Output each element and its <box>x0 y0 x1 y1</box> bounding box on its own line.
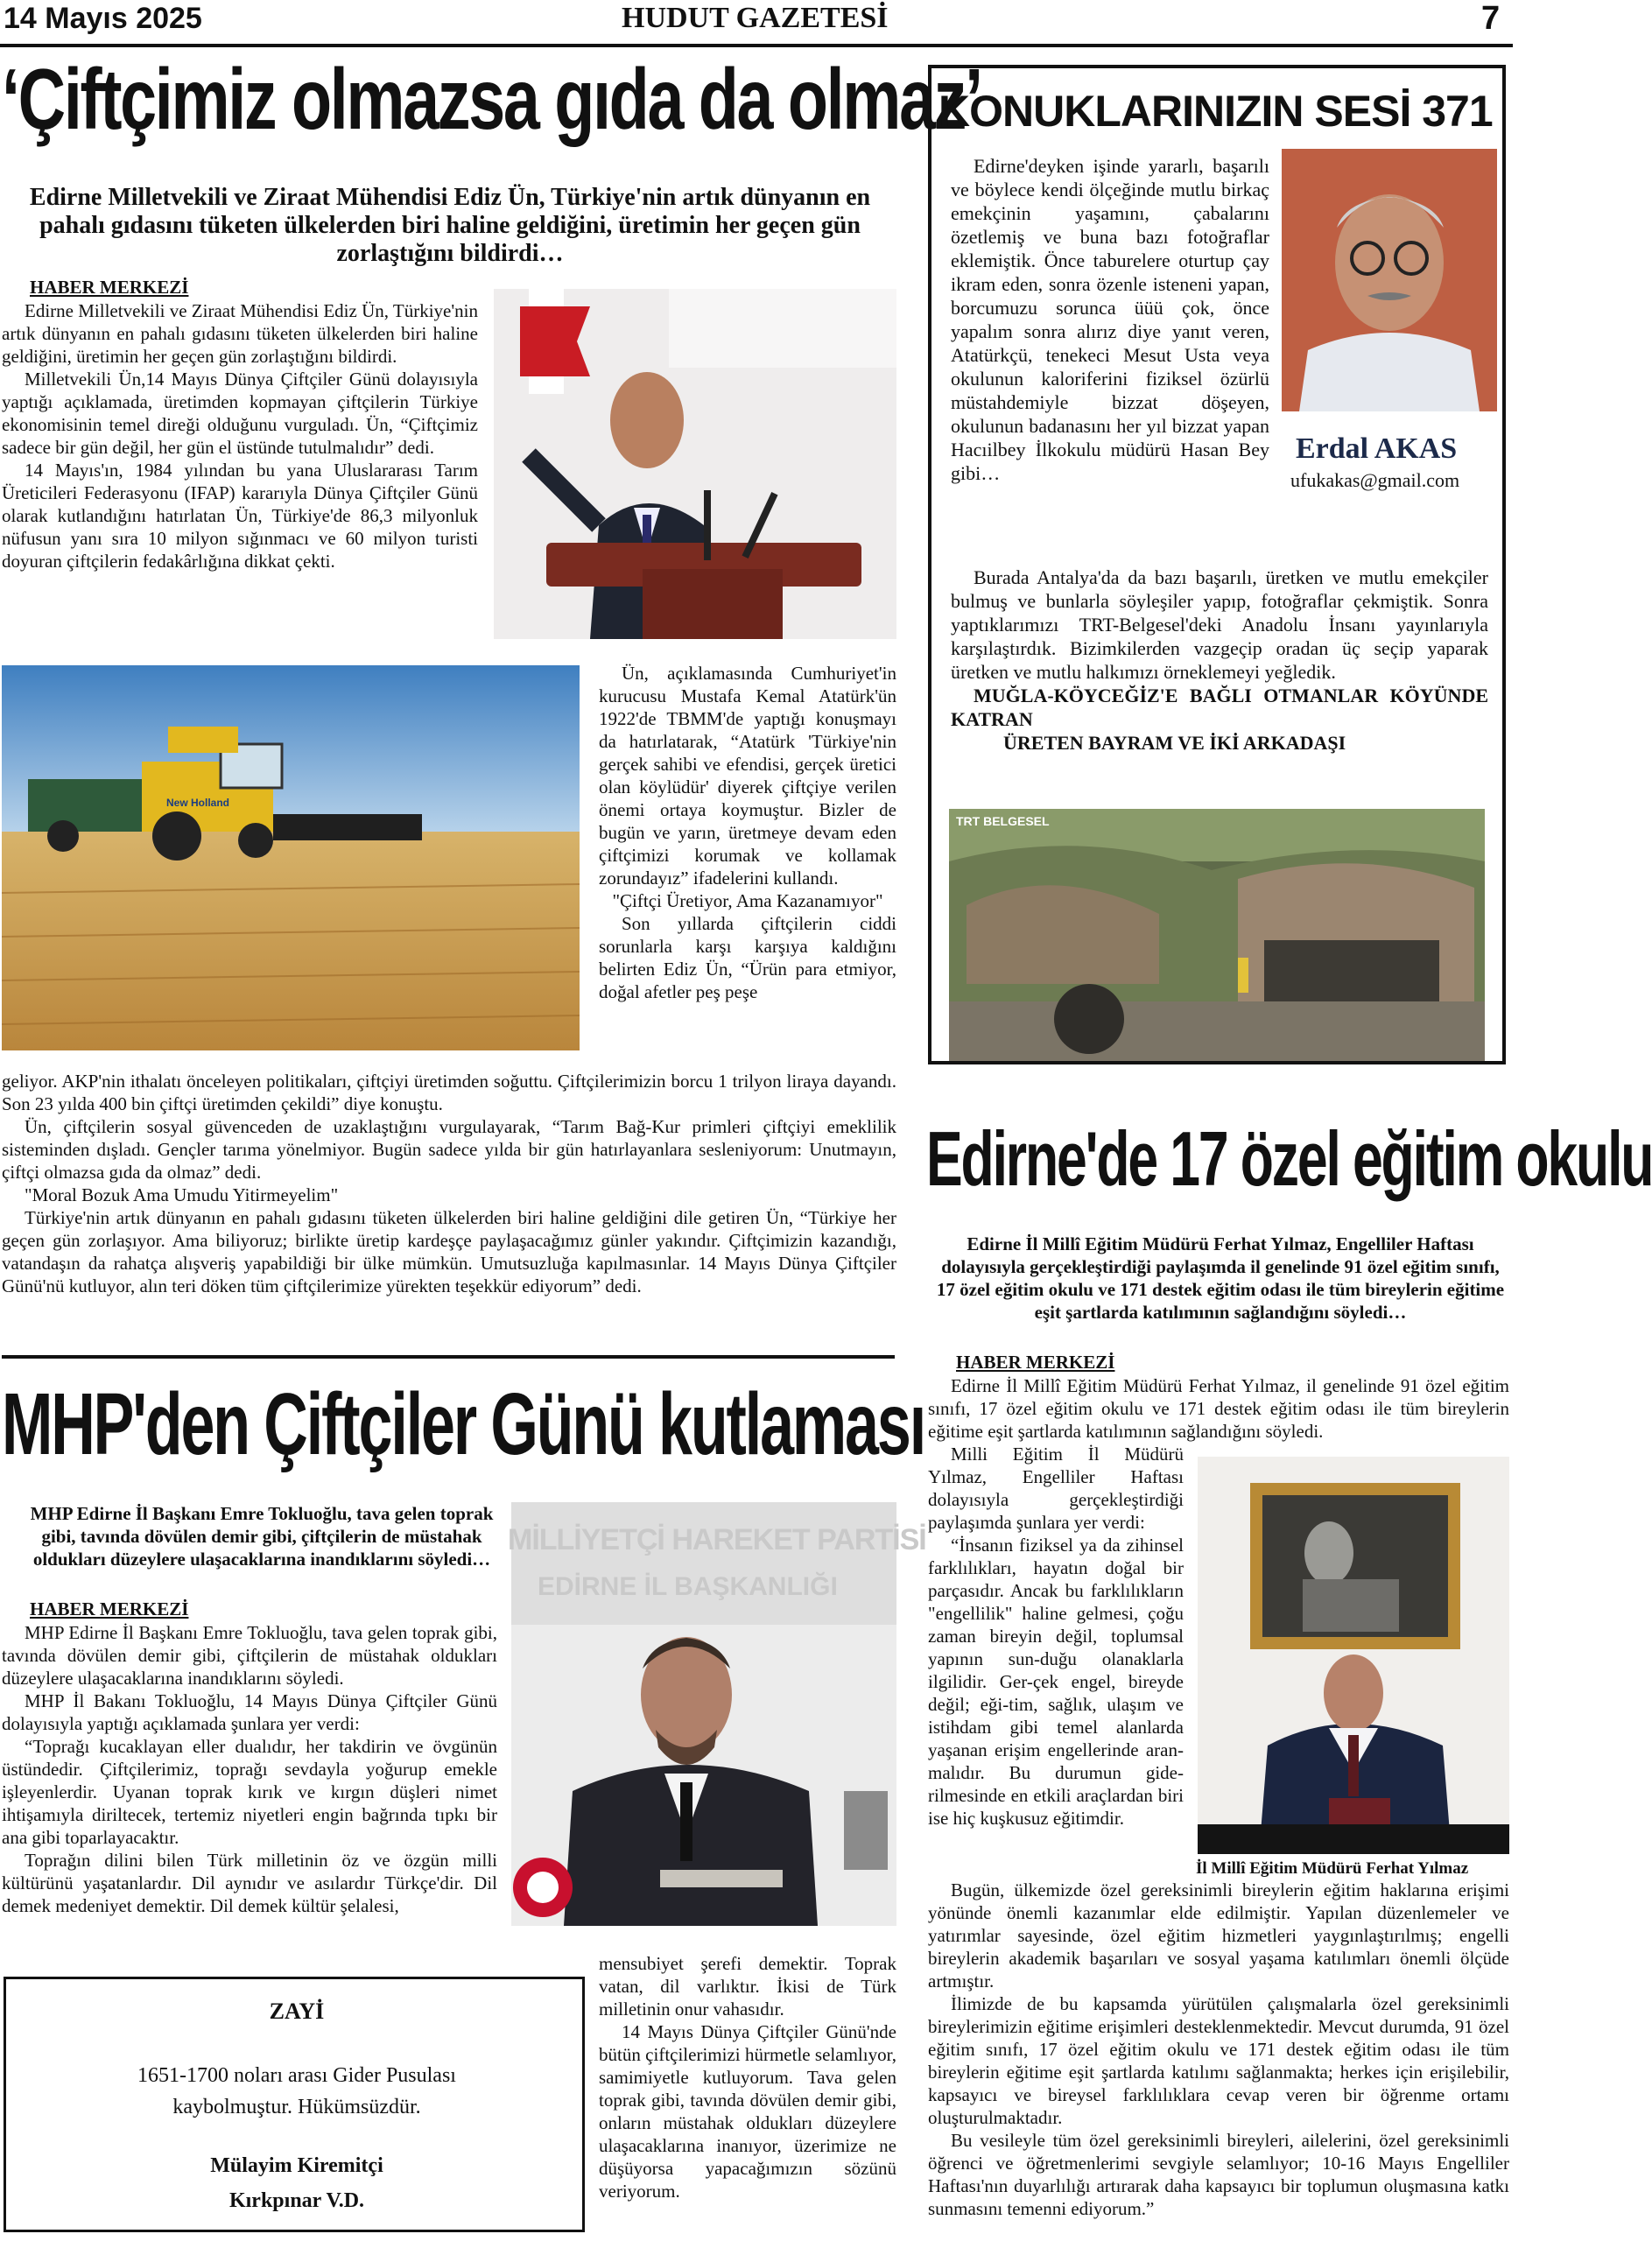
ad-name: Mülayim Kiremitçi <box>210 2154 383 2177</box>
column-author-name: Erdal AKAS <box>1296 432 1458 465</box>
column-author-photo <box>1282 149 1497 411</box>
a3-paragraph: MHP Edirne İl Başkanı Emre Tokluoğlu, tava gelen toprak gibi, tavında dövülen demir gibi, çiftçilerin de müstahak oldukları düzeylere ulaşacaklarına inandıklarını söyledi. <box>2 1622 497 1689</box>
masthead-rule <box>0 44 1513 47</box>
a2-paragraph: Bu vesileyle tüm özel gereksinimli bireyleri, ailelerini, özel gereksinimli öğrenci ve öğretmenlerimi sevgiyle selamlıyor; 10-16 Mayıs Engelliler Haftası'nın duyarlılığı artırarak daha kapsayıcı bir toplumun oluşmasına katkı sunmasını temenni ediyorum.” <box>928 2130 1509 2219</box>
a1-deck: Edirne Milletvekili ve Ziraat Mühendisi Ediz Ün, Türkiye'nin artık dünyanın en pahalı gıdasını tüketen ülkelerden biri haline geldiğini, üretimin her geçen gün zorlaştığını bildirdi… <box>29 184 871 267</box>
column-subhead: ÜRETEN BAYRAM VE İKİ ARKADAŞI <box>1003 732 1346 754</box>
a3-paragraph: “Toprağı kucaklayan eller dualıdır, her takdirin ve övgünün üstündedir. Çiftçilerimiz, toprağı sevdayla yoğurup emekle işleyenlerdir. Uyanan toprak kırık ve kırgın düşleri nimet ihtişamıyla diriltecek, tertemiz niyetleri engin bağrında tıpkı bir ana gibi toparlayacaktır. <box>2 1736 497 1848</box>
a2-text-left <box>928 1443 1184 1830</box>
column-title: KONUKLARINIZIN SESİ 371 <box>938 87 1493 136</box>
a1-subhead: "Moral Bozuk Ama Umudu Yitirmeyelim" <box>25 1184 339 1205</box>
a1-harvester-photo <box>2 665 580 1050</box>
mhp-banner-office: EDİRNE İL BAŞKANLIĞI <box>538 1572 838 1601</box>
trt-watermark: TRT BELGESEL <box>956 814 1050 828</box>
masthead-page-number: 7 <box>1481 0 1501 37</box>
a2-paragraph: Bugün, ülkemizde özel gereksinimli bireylerin eğitim haklarına erişimi yönünde önemli kazanımlar elde edilmiştir. Yapılan düzenlemeler ve yatırımlar sayesinde, özel eğitim hizmetleri yaygınlaştırılmış; engelli bireylerin akademik başarıları ve sosyal yaşama katılımları önemli ölçüde artmıştır. <box>928 1879 1509 1992</box>
a1-paragraph: Türkiye'nin artık dünyanın en pahalı gıdasını tüketen ülkelerden biri haline geldiğini dile getiren Ün, “Türkiye her geçen gün zorlaşıyor. Ama biliyoruz; birlikte üretip kardeşçe paylaşacağımız günler yakındır. Çiftçimizin kazandığı, vatandaşın da rahatça alışveriş yapabildiği bir ülke mümkün. Umutsuzluğa kapılmasınlar. 14 Mayıs Dünya Çiftçiler Günü'nü kutluyor, alın teri döken tüm çiftçilerimize yürekten teşekkür ediyorum” dedi. <box>2 1207 896 1296</box>
column-paragraph: Edirne'deyken işinde yararlı, başarılı ve böylece kendi ölçeğinde mutlu birkaç emekçinin yaşamını, çabalarını özetlemiş ve buna bazı fotoğraflar eklemiştik. Önce taburelere oturtup çay ikram eden, sonra özenle isteneni yapan, borcumuzu sorunca üüü çok, önce yapalım sonra alırız diye yanıt veren, Atatürkçü, tenekeci Mesut Usta veya okulunun kaloriferini fiziksel özürlü müstahdemiyle bizzat döşeyen, okulunun badanasını her yıl bizzat yapan Hacıilbey İlkokulu müdürü Hasan Bey gibi… <box>951 155 1269 484</box>
a2-byline: HABER MERKEZİ <box>956 1352 1115 1373</box>
a3-paragraph: mensubiyet şerefi demektir. Toprak vatan, dil varlıktır. İkisi de Türk milletinin onur vahasıdır. <box>599 1953 896 2020</box>
a1-paragraph: Son yıllarda çiftçilerin ciddi sorunlarla karşı karşıya kaldığını belirten Ediz Ün, “Ürün para etmiyor, doğal afetler peş peşe <box>599 913 896 1002</box>
a3-text-right <box>599 1952 896 2202</box>
a2-headline: Edirne'de 17 özel eğitim okulu <box>926 1115 1652 1202</box>
a1-col-right <box>599 662 896 1003</box>
a2-director-photo <box>1198 1457 1509 1854</box>
ad-title: ZAYİ <box>269 1999 325 2024</box>
a1-parliament-photo <box>494 289 896 639</box>
column-paragraph: Burada Antalya'da da bazı başarılı, üretken ve mutlu emekçiler bulmuş ve bunlarla söyleşiler yapıp, fotoğraflar çekmiştik. Sonra yaptıklarımızı TRT-Belgesel'deki Anadolu İnsanı yayınlarıyla karşılaştırdık. Bizimkilerden vazgeçip oradan üç seçip yaparak üretken ve mutlu halkımızı örneklemeyi yeğledik. <box>951 566 1488 683</box>
a1-byline: HABER MERKEZİ <box>30 277 189 298</box>
a1-headline: ‘Çiftçimiz olmazsa gıda da olmaz’ <box>2 51 981 147</box>
a2-text-top <box>928 1374 1509 1443</box>
a1-subhead: "Çiftçi Üretiyor, Ama Kazanamıyor" <box>612 890 883 911</box>
a1-paragraph: 14 Mayıs'ın, 1984 yılından bu yana Uluslararası Tarım Üreticileri Federasyonu (IFAP) kararıyla Dünya Çiftçiler Günü olarak kutlandığını hatırlatan Ün, Türkiye'de 86,3 milyonluk nüfusun yanı sıra 10 milyon sığınmacı ve 60 milyon turisti doyuran çiftçilerin fedakârlığına dikkat çekti. <box>2 460 478 572</box>
lost-document-ad <box>4 1977 585 2232</box>
a1-paragraph: Edirne Milletvekili ve Ziraat Mühendisi Ediz Ün, Türkiye'nin artık dünyanın en pahalı gıdasını tüketen ülkelerden biri haline geldiğini, üretimin her geçen gün zorlaştığını bildirdi. <box>2 300 478 367</box>
column-text <box>951 566 1488 755</box>
a3-top-rule <box>2 1355 895 1359</box>
masthead-date: 14 Mayıs 2025 <box>4 2 202 35</box>
a1-paragraph: Ün, çiftçilerin sosyal güvenceden de uzaklaştığını vurgulayarak, “Tarım Bağ-Kur primleri çiftçiyi emeklilik sisteminden dışladı. Gençler tarıma yönelmiyor. Bugün sadece yılda bir gün hatırlayanlara sesleniyorum: Unutmayın, çiftçi olmazsa gıda da olmaz” dedi. <box>2 1116 896 1183</box>
a1-col-left <box>2 299 478 573</box>
masthead-paper-name: HUDUT GAZETESİ <box>622 2 889 34</box>
mhp-banner-party: MİLLİYETÇİ HAREKET PARTİSİ <box>508 1523 926 1556</box>
a2-paragraph: Milli Eğitim İl Müdürü Yılmaz, Engelliler Haftası dolayısıyla gerçekleştirdiği paylaşımda şunlara yer verdi: <box>928 1444 1184 1533</box>
ad-tax-office: Kırkpınar V.D. <box>228 2189 365 2212</box>
a3-paragraph: Toprağın dilini bilen Türk milletinin öz ve özgün milli kültürünü yaşatanlardır. Dil aynıdır ve asılardır Türkçe'dir. Dil demek medeniyet demektir. Dil demek kültür şelalesi, <box>2 1850 497 1916</box>
a3-mhp-photo <box>508 1502 926 1926</box>
a1-paragraph: geliyor. AKP'nin ithalatı önceleyen politikaları, çiftçiyi üretimden soğuttu. Çiftçilerimizin borcu 1 trilyon liraya dayandı. Son 23 yılda 400 bin çiftçi üretimden çekildi” diye konuştu. <box>2 1071 896 1114</box>
column-subhead: MUĞLA-KÖYCEĞİZ'E BAĞLI OTMANLAR KÖYÜNDE KATRAN <box>951 685 1488 730</box>
column-text-top <box>951 154 1269 485</box>
column-tar-kiln-photo <box>949 809 1485 1061</box>
column-author-email: ufukakas@gmail.com <box>1290 469 1460 491</box>
a3-deck: MHP Edirne İl Başkanı Emre Tokluoğlu, tava gelen toprak gibi, tavında dövülen demir gibi, çiftçilerin de müstahak oldukları düzeylere ulaşacaklarına inandıklarını söyledi… <box>30 1503 494 1570</box>
a3-headline: MHP'den Çiftçiler Günü kutlaması <box>2 1375 925 1473</box>
a2-photo-caption: İl Millî Eğitim Müdürü Ferhat Yılmaz <box>1196 1859 1469 1878</box>
a1-col-wide <box>2 1070 896 1297</box>
a2-deck: Edirne İl Millî Eğitim Müdürü Ferhat Yılmaz, Engelliler Haftası dolayısıyla gerçekleştirdiği paylaşımda il genelinde 91 özel eğitim sınıfı, 17 özel eğitim okulu ve 171 destek eğitim odası ile tüm bireylerin eğitime eşit şartlarda katılımının sağlandığını söyledi… <box>936 1233 1505 1323</box>
a2-paragraph: Edirne İl Millî Eğitim Müdürü Ferhat Yılmaz, il genelinde 91 özel eğitim sınıfı, 17 özel eğitim okulu ve 171 destek eğitim odası ile tüm bireylerin eğitime eşit şartlarda katılımının sağlandığını söyledi. <box>928 1375 1509 1442</box>
a2-paragraph: İlimizde de bu kapsamda yürütülen çalışmalarla özel gereksinimli bireylerimizin eğitime erişimleri desteklenmektedir. Mevcut durumda, 91 özel eğitim sınıfı, 17 özel eğitim okulu ve 171 destek eğitim odası ile tüm bireylerin eğitime eşit şartlarda katılımı sağlanmakta; herkes için erişilebilir, kapsayıcı ve bireysel farklılıklara cevap veren bir öğrenme ortamı oluşturulmaktadır. <box>928 1993 1509 2128</box>
a2-paragraph: “İnsanın fiziksel ya da zihinsel farklılıkları, hayatın doğal bir parçasıdır. Ancak bu farklılıkların "engellilik" haline gelmesi, çoğu zaman bireyin değil, toplumsal yapının sun-duğu olanaklarla ilgilidir. Ger-çek engel, bireyde değil; eği-tim, sağlık, ulaşım ve istihdam gibi temel alanlarda yaşanan erişim engellerinde aran-malıdır. Bu durumun gide-rilmesinde en etkili araçlardan biri ise hiç kuşkusuz eğitimdir. <box>928 1535 1184 1829</box>
a3-paragraph: 14 Mayıs Dünya Çiftçiler Günü'nde bütün çiftçilerimizi hürmetle selamlıyor, samimiyetle kutluyorum. Tava gelen toprak gibi, tavında dövülen demir gibi, onların müstahak oldukları düzeylere ulaşacaklarına inanıyor, üzerimize ne düşüyorsa yapacağımızın sözünü veriyorum. <box>599 2021 896 2202</box>
ad-text: 1651-1700 noları arası Gider Pusulası kaybolmuştur. Hükümsüzdür. <box>137 2064 456 2118</box>
a3-text-left <box>2 1621 497 1917</box>
a2-text-bottom <box>928 1879 1509 2220</box>
a1-paragraph: Ün, açıklamasında Cumhuriyet'in kurucusu Mustafa Kemal Atatürk'ün 1922'de TBMM'de yaptığı konuşmayı da hatırlatarak, “Atatürk 'Türkiye'nin gerçek sahibi ve efendisi, gerçek üretici olan köylüdür' diyerek çiftçiye verilen önemi ortaya koymuştur. Bizler de bugün ve yarın, üretmeye devam eden çiftçimizi korumak ve kollamak zorundayız” ifadelerini kullandı. <box>599 663 896 889</box>
a1-paragraph: Milletvekili Ün,14 Mayıs Dünya Çiftçiler Günü dolayısıyla yaptığı açıklamada, üretimden kopmayan çiftçilerin Türkiye ekonomisinin temel direği olduğunu vurguladı. Ün, “Çiftçimiz sadece bir gün değil, her gün el üstünde tutulmalıdır” dedi. <box>2 369 478 458</box>
a3-byline: HABER MERKEZİ <box>30 1598 189 1619</box>
a3-paragraph: MHP İl Bakanı Tokluoğlu, 14 Mayıs Dünya Çiftçiler Günü dolayısıyla yaptığı açıklamada şunlara yer verdi: <box>2 1690 497 1734</box>
tractor-brand-label: New Holland <box>166 797 230 809</box>
